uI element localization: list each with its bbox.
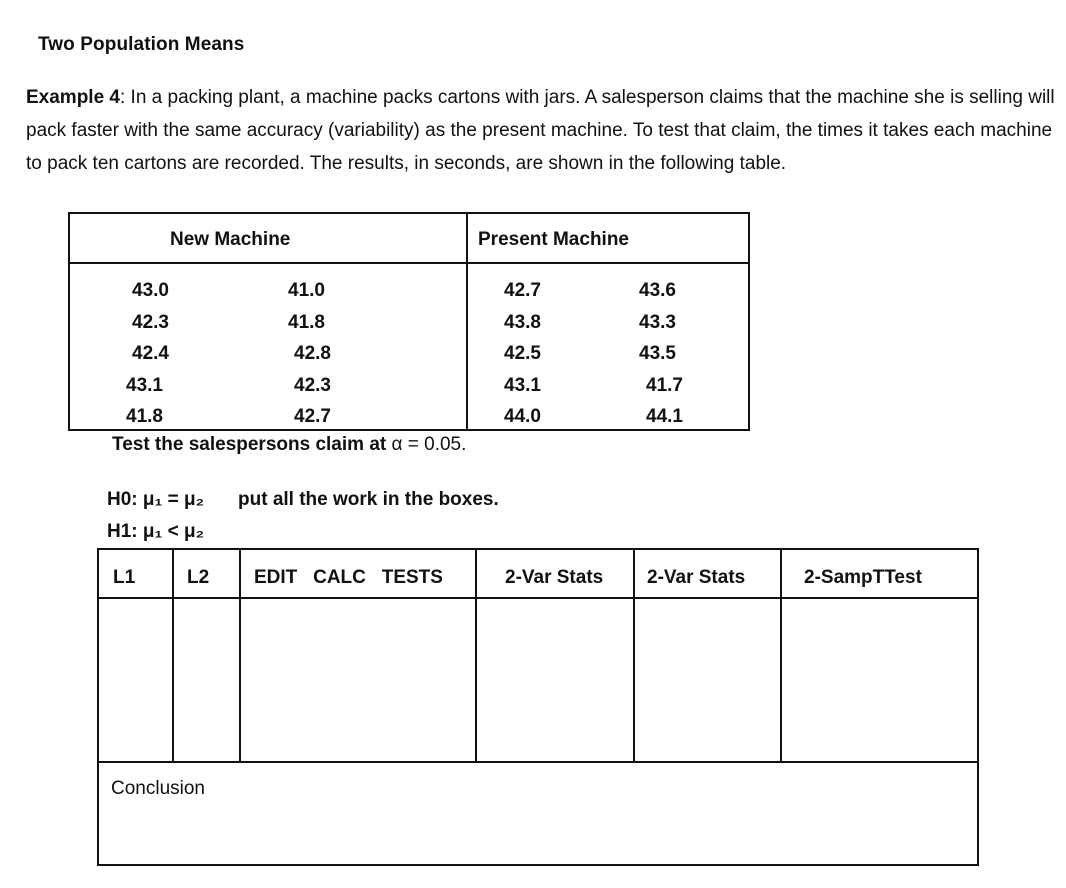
alt-hypothesis: H1: μ₁ < μ₂ — [107, 521, 205, 542]
work-box-2-samp-t-test[interactable] — [782, 599, 977, 761]
grid-header-2-var-stats-1: 2-Var Stats — [505, 567, 604, 588]
test-prompt — [112, 434, 466, 456]
work-instruction: put all the work in the boxes. — [238, 489, 499, 510]
null-hypothesis: H0: μ₁ = μ₂ — [107, 489, 205, 510]
work-box-edit-calc-tests[interactable] — [241, 599, 475, 761]
table-cell: 42.8 — [294, 343, 331, 364]
table-divider-vertical — [466, 214, 468, 429]
work-box-l2[interactable] — [174, 599, 239, 761]
table-cell: 42.7 — [294, 406, 331, 427]
table-cell: 43.8 — [504, 312, 541, 333]
conclusion-box[interactable] — [99, 763, 977, 864]
grid-header-edit-calc-tests: EDIT CALC TESTS — [254, 567, 443, 588]
grid-header-l1: L1 — [113, 567, 136, 588]
table-cell: 43.6 — [639, 280, 676, 301]
header-new-machine: New Machine — [170, 229, 291, 250]
table-cell: 42.3 — [294, 375, 331, 396]
work-box-2-var-stats-1[interactable] — [477, 599, 633, 761]
work-grid — [97, 548, 979, 866]
work-box-l1[interactable] — [99, 599, 172, 761]
work-box-2-var-stats-2[interactable] — [635, 599, 780, 761]
table-cell: 41.8 — [288, 312, 325, 333]
table-cell: 43.3 — [639, 312, 676, 333]
header-present-machine: Present Machine — [478, 229, 629, 250]
table-cell: 43.5 — [639, 343, 676, 364]
grid-header-2-var-stats-2: 2-Var Stats — [647, 567, 746, 588]
example-label: Example 4 — [26, 87, 120, 108]
table-cell: 42.3 — [132, 312, 169, 333]
table-cell: 41.8 — [126, 406, 163, 427]
example-paragraph — [26, 81, 1056, 180]
grid-header-2-samp-t-test: 2-SampTTest — [804, 567, 922, 588]
table-cell: 42.4 — [132, 343, 169, 364]
test-prompt-alpha: α = 0.05. — [391, 434, 467, 455]
grid-header-l2: L2 — [187, 567, 210, 588]
section-title: Two Population Means — [38, 34, 245, 55]
table-cell: 41.7 — [646, 375, 683, 396]
table-divider-horizontal — [70, 262, 748, 264]
table-cell: 41.0 — [288, 280, 325, 301]
table-cell: 43.1 — [504, 375, 541, 396]
table-cell: 43.0 — [132, 280, 169, 301]
data-table — [68, 212, 750, 431]
conclusion-label: Conclusion — [111, 778, 205, 799]
table-cell: 43.1 — [126, 375, 163, 396]
table-cell: 44.0 — [504, 406, 541, 427]
test-prompt-bold: Test the salespersons claim at — [112, 434, 392, 455]
example-text: : In a packing plant, a machine packs cartons with jars. A salesperson claims that the machine she is selling will pack faster with the same accuracy (variability) as the present machine. To test that claim, the times it takes each machine to pack ten cartons are recorded. The results, in seconds, are shown in the following table. — [26, 87, 1055, 174]
table-cell: 44.1 — [646, 406, 683, 427]
table-cell: 42.5 — [504, 343, 541, 364]
table-cell: 42.7 — [504, 280, 541, 301]
